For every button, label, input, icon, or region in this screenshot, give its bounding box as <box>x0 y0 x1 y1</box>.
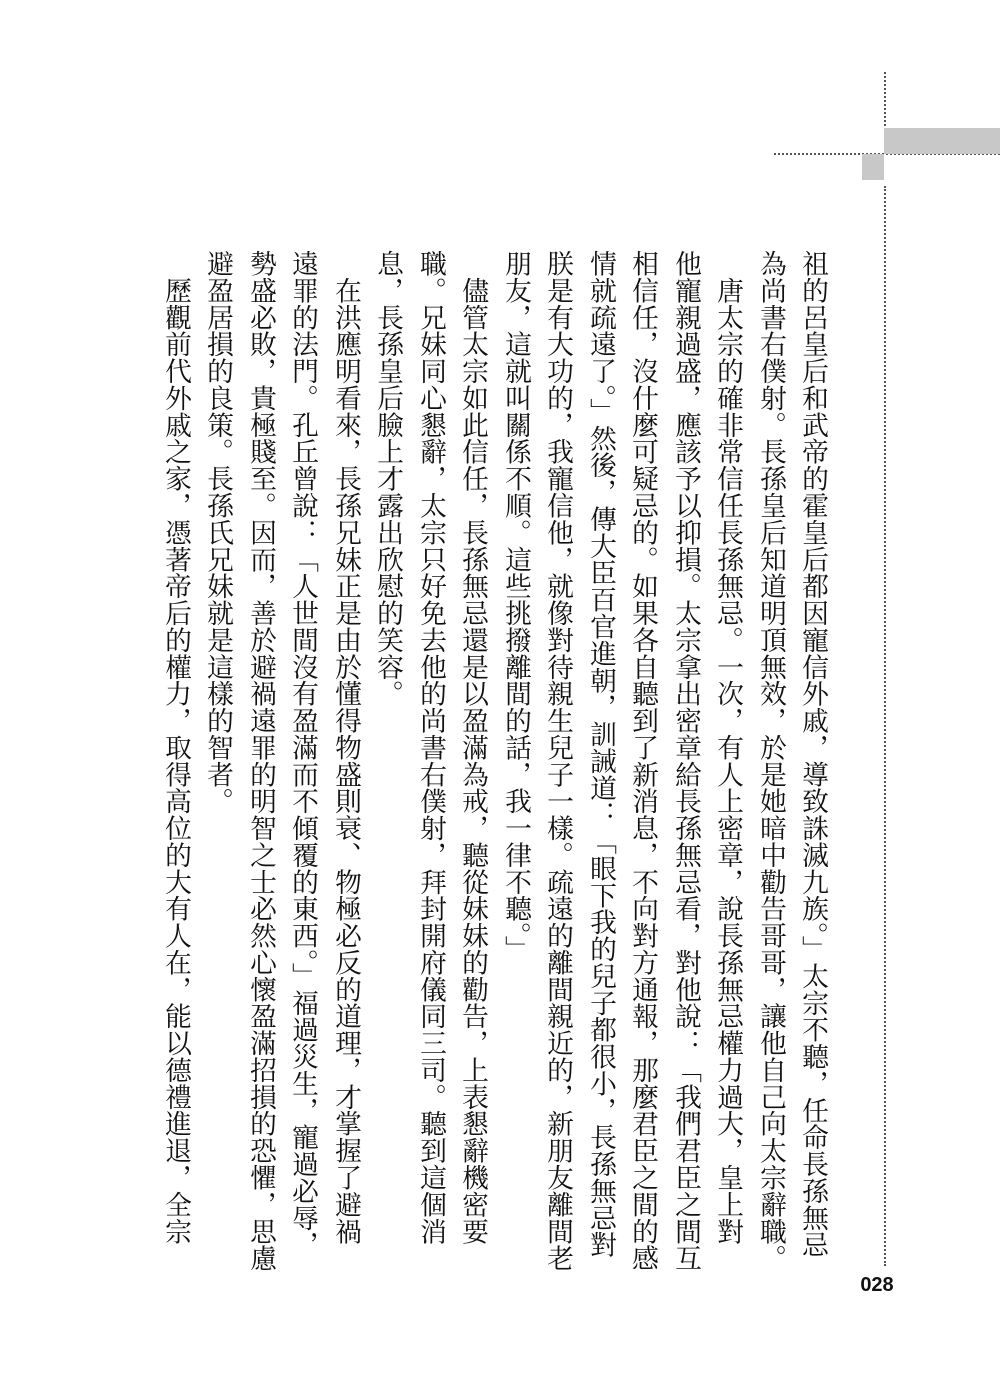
text-column-9: 儘管太宗如此信任，長孫無忌還是以盈滿為戒，聽從妹妹的勸告，上表懇辭機密要 <box>457 250 488 1245</box>
text-column-3: 唐太宗的確非常信任長孫無忌。一次，有人上密章，說長孫無忌權力過大，皇上對 <box>712 250 743 1245</box>
header-gray-square <box>862 154 884 180</box>
text-column-4: 他寵親過盛，應該予以抑損。太宗拿出密章給長孫無忌看，對他說：「我們君臣之間互 <box>670 250 701 1272</box>
text-column-13: 遠罪的法門。孔丘曾說：「人世間沒有盈滿而不傾覆的東西。」福過災生，寵過必辱， <box>287 250 318 1259</box>
text-column-2: 為尚書右僕射。長孫皇后知道明頂無效，於是她暗中勸告哥哥，讓他自己向太宗辭職。 <box>755 250 786 1272</box>
margin-dotted-rule-vertical <box>884 186 886 1266</box>
text-column-16: 歷觀前代外戚之家，憑著帝后的權力，取得高位的大有人在，能以德禮進退，全宗 <box>160 250 191 1245</box>
text-column-5: 相信任，沒什麼可疑忌的。如果各自聽到了新消息，不向對方通報，那麼君臣之間的感 <box>627 250 658 1272</box>
text-column-12: 在洪應明看來，長孫兄妹正是由於懂得物盛則衰、物極必反的道理，才掌握了避禍 <box>330 250 361 1245</box>
text-column-1: 祖的呂皇后和武帝的霍皇后都因寵信外戚，導致誅滅九族。」太宗不聽，任命長孫無忌 <box>797 250 828 1259</box>
text-column-7: 朕是有大功的，我寵信他，就像對待親生兒子一樣。疏遠的離間親近的，新朋友離間老 <box>542 250 573 1272</box>
text-column-10: 職。兄妹同心懇辭，太宗只好免去他的尚書右僕射，拜封開府儀同三司。聽到這個消 <box>415 250 446 1245</box>
text-column-11: 息，長孫皇后臉上才露出欣慰的笑容。 <box>372 250 403 707</box>
vertical-text-body <box>158 250 830 1272</box>
header-gray-tab <box>884 128 1000 154</box>
text-column-8: 朋友，這就叫關係不順。這些挑撥離間的話，我一律不聽。」 <box>500 250 531 963</box>
text-column-14: 勢盛必敗，貴極賤至。因而，善於避禍遠罪的明智之士必然心懷盈滿招損的恐懼，思慮 <box>245 250 276 1272</box>
page-number: 028 <box>860 1274 894 1296</box>
text-column-6: 情就疏遠了。」然後，傳大臣百官進朝，訓誡道：「眼下我的兒子都很小，長孫無忌對 <box>585 250 616 1259</box>
text-column-15: 避盈居損的良策。長孫氏兄妹就是這樣的智者。 <box>202 250 233 815</box>
